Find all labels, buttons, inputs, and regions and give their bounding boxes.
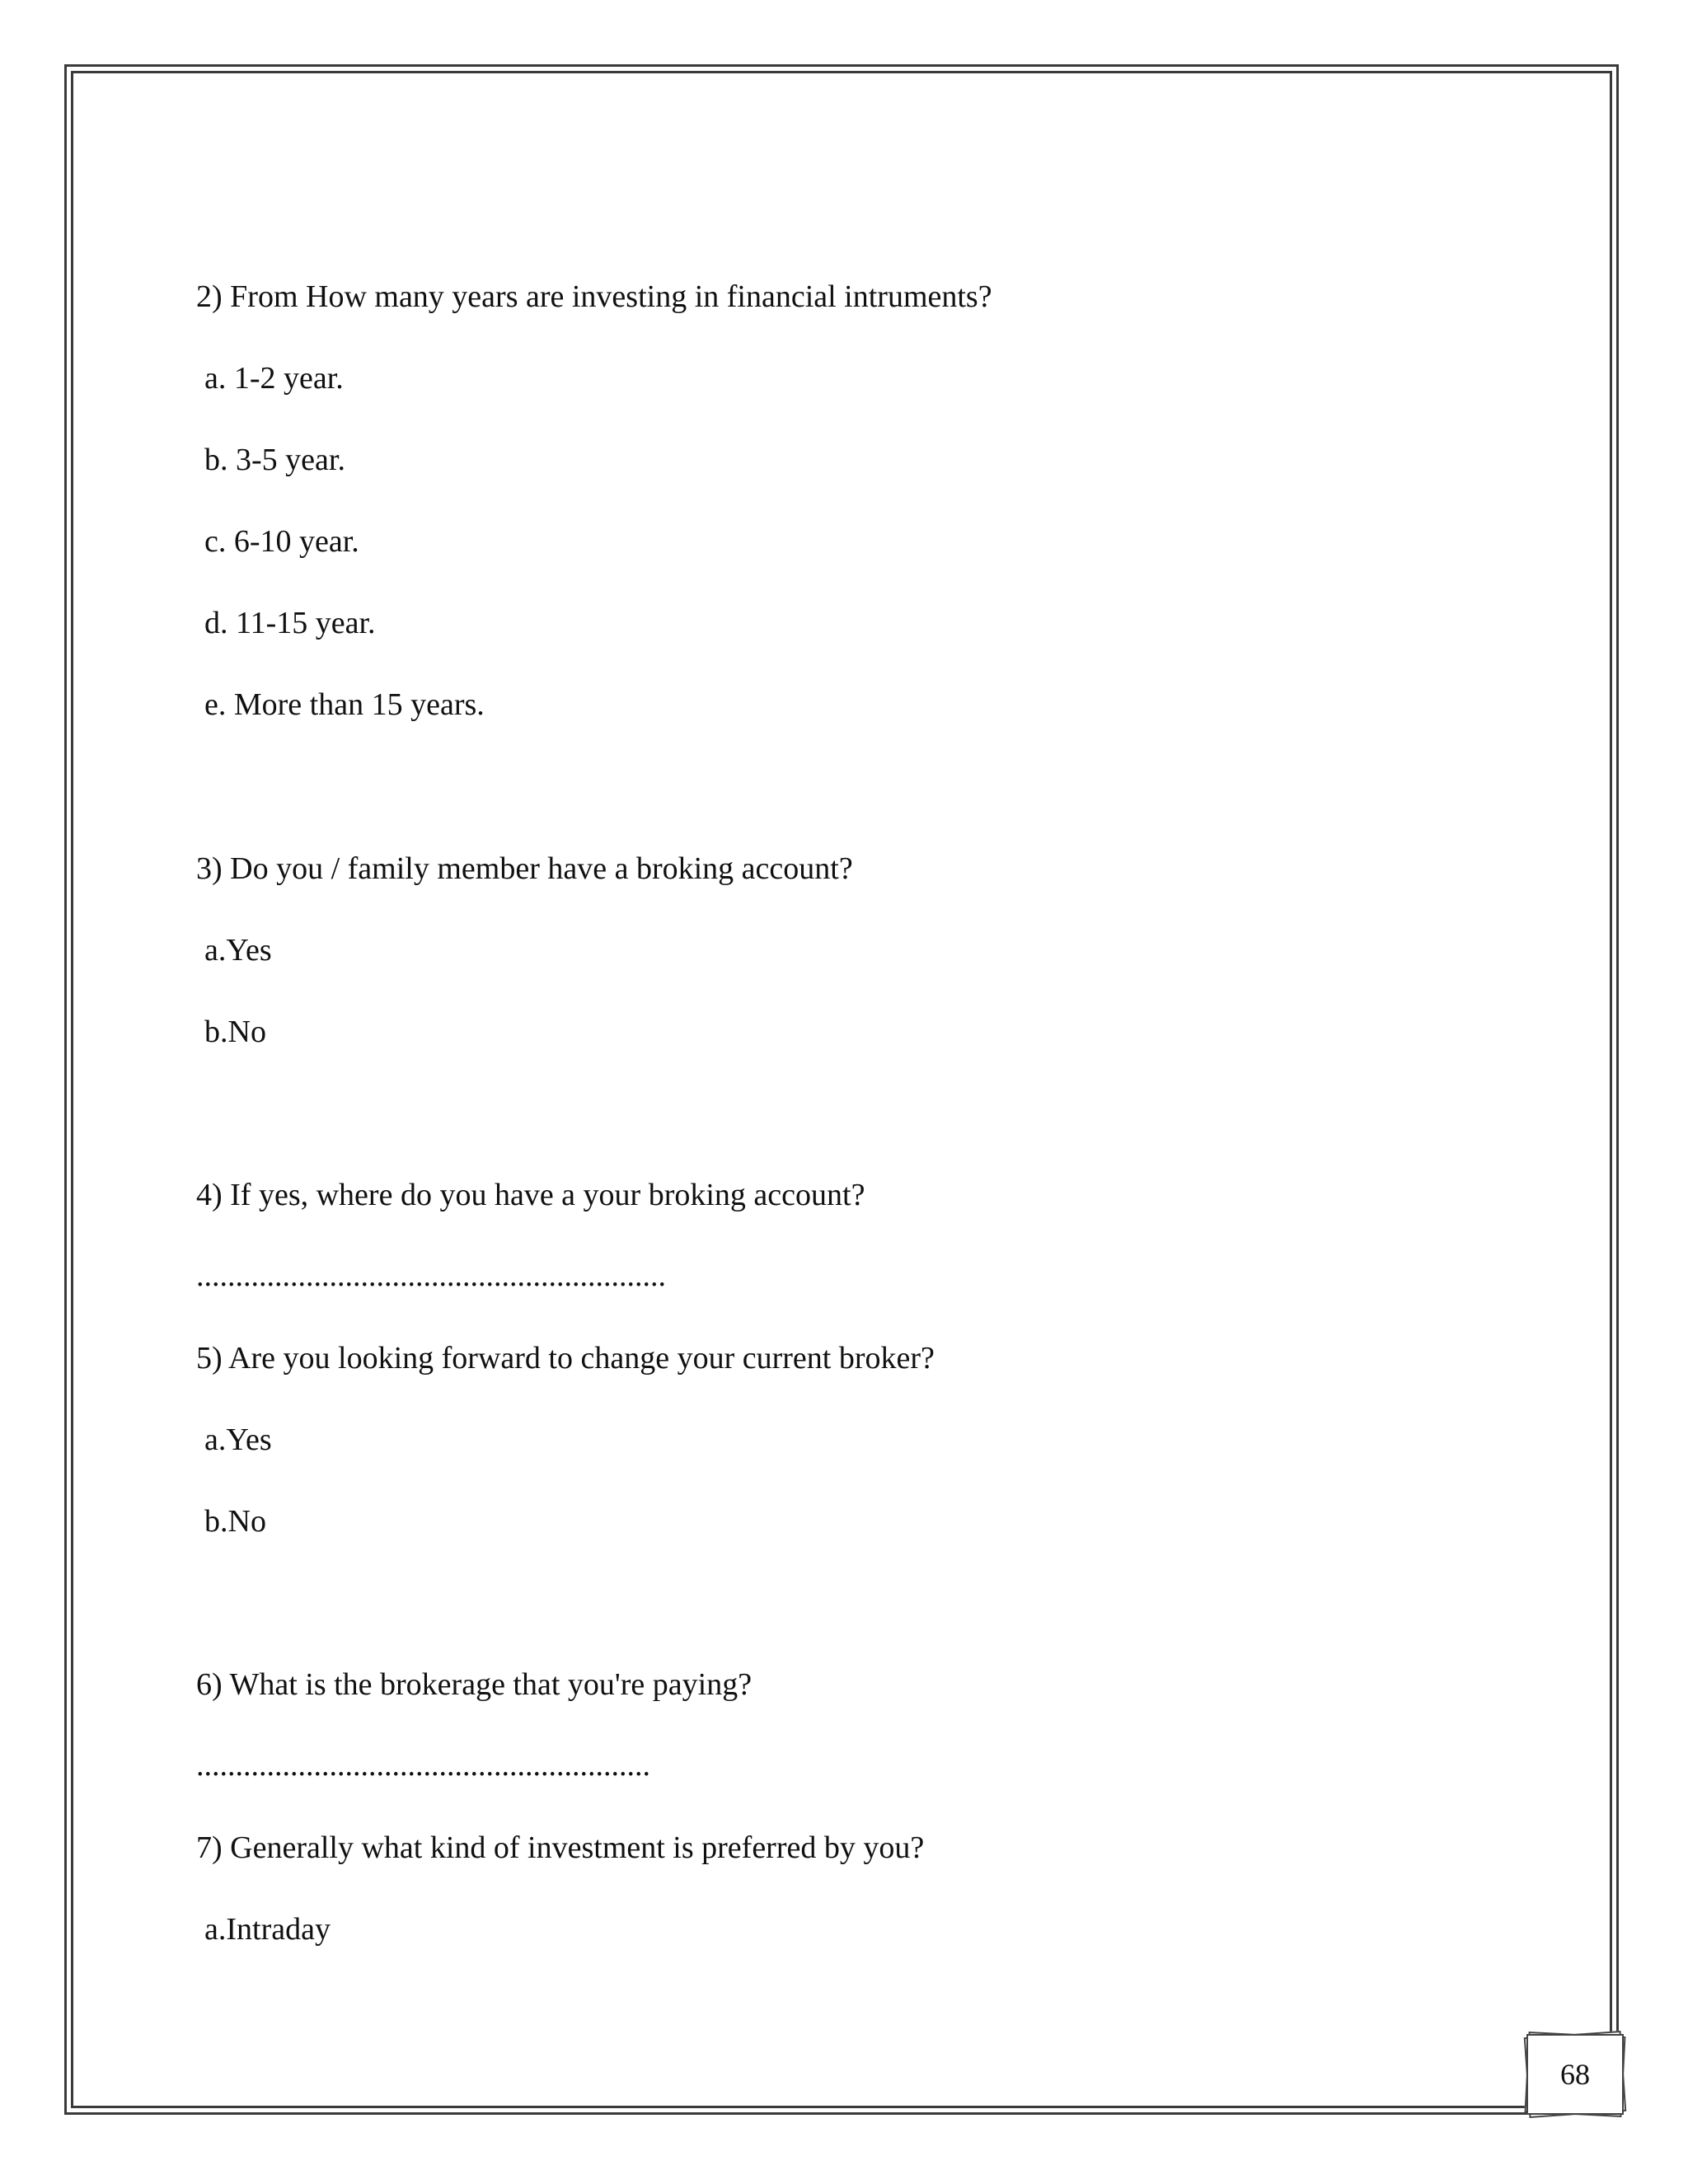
page-number: 68 [1560,2058,1590,2091]
page-number-box [1526,2034,1624,2115]
q5-option-a: a.Yes [204,1422,272,1457]
question-3: 3) Do you / family member have a broking account? [196,851,853,886]
q6-answer-line: .......................................................... [196,1748,650,1783]
question-6: 6) What is the brokerage that you're paying? [196,1667,753,1702]
q5-option-b: b.No [204,1504,266,1539]
q3-option-a: a.Yes [204,933,272,968]
q2-option-a: a. 1-2 year. [204,361,344,396]
question-4: 4) If yes, where do you have a your broking account? [196,1178,865,1212]
q7-option-a: a.Intraday [204,1912,331,1947]
q2-option-e: e. More than 15 years. [204,687,485,722]
q4-answer-line: ............................................................ [196,1258,666,1293]
q2-option-d: d. 11-15 year. [204,606,376,640]
q2-option-c: c. 6-10 year. [204,524,359,559]
question-7: 7) Generally what kind of investment is preferred by you? [196,1830,925,1865]
question-5: 5) Are you looking forward to change your current broker? [196,1341,935,1376]
q3-option-b: b.No [204,1015,266,1049]
q2-option-b: b. 3-5 year. [204,443,345,477]
question-2: 2) From How many years are investing in financial intruments? [196,279,992,314]
